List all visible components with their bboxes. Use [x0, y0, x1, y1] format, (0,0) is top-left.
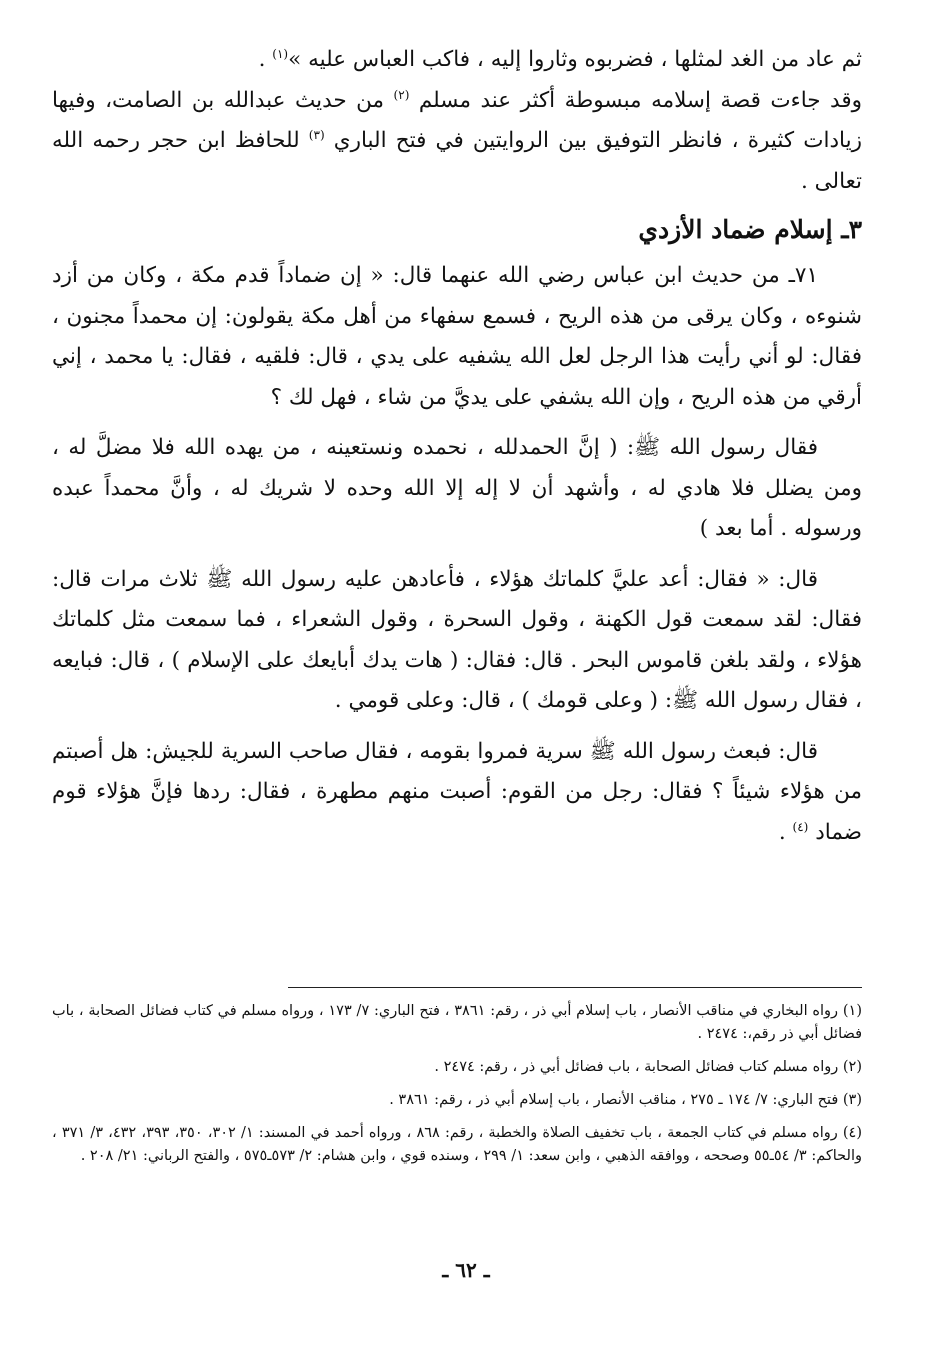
footnote-ref-4[interactable]: (٤) — [792, 819, 809, 834]
footnote-divider — [288, 987, 862, 988]
paragraph-1-text: ثم عاد من الغد لمثلها ، فضربوه وثاروا إليه ، فاكب العباس عليه » — [288, 47, 862, 72]
main-text — [52, 40, 862, 853]
paragraph-2-text-a: وقد جاءت قصة إسلامه مبسوطة أكثر عند مسلم — [418, 87, 862, 113]
footnotes — [52, 1000, 862, 1178]
paragraph-2-text-b: من حديث عبدالله بن الصامت، وفيها زيادات كثيرة ، فانظر التوفيق بين الروايتين في فتح الباري — [52, 87, 862, 153]
page-number: ـ ٦٢ ـ — [442, 1258, 490, 1282]
footnote-3: (٣) فتح الباري: ٧/ ١٧٤ ـ ٢٧٥ ، مناقب الأنصار ، باب إسلام أبي ذر ، رقم: ٣٨٦١ . — [389, 1092, 862, 1108]
paragraph-4: فقال رسول الله ﷺ: ( إنَّ الحمدلله ، نحمده ونستعينه ، من يهده الله فلا مضلَّ له ، ومن يضلل فلا هادي له ، وأشهد أن لا إله إلا الله وحده لا شريك له ، وأنَّ محمداً عبده ورسوله . أما بعد ) — [52, 435, 862, 541]
paragraph-3: ٧١ـ من حديث ابن عباس رضي الله عنهما قال: « إن ضماداً قدم مكة ، وكان من أزد شنوءه ، وكان يرقى من هذه الريح ، فسمع سفهاء من أهل مكة يقولون: إن محمداً مجنون ، فقال: لو أني رأيت هذا الرجل لعل الله يشفيه على يدي ، قال: فلقيه ، فقال: يا محمد ، إني أرقي من هذه الريح ، وإن الله يشفي على يديَّ من شاء ، فهل لك ؟ — [52, 263, 862, 410]
footnote-1: (١) رواه البخاري في مناقب الأنصار ، باب إسلام أبي ذر ، رقم: ٣٨٦١ ، فتح الباري: ٧/ ١٧٣ ، ورواه مسلم في كتاب فضائل الصحابة ، باب فضائل أبي ذر رقم،: ٢٤٧٤ . — [52, 1003, 862, 1042]
footnote-4: (٤) رواه مسلم في كتاب الجمعة ، باب تخفيف الصلاة والخطبة ، رقم: ٨٦٨ ، ورواه أحمد في المسند: ١/ ٣٠٢، ٣٥٠، ٣٩٣، ٤٣٢، ٣/ ٣٧١ ، والحاكم: ٣/ ٥٤ـ٥٥ وصححه ، ووافقه الذهبي ، وابن سعد: ١/ ٢٩٩ ، وسنده قوي ، وابن هشام: ٢/ ٥٧٣ـ٥٧٥ ، والفتح الرباني: ٢١/ ٢٠٨ . — [52, 1125, 863, 1164]
paragraph-2 — [52, 81, 862, 203]
paragraph-1: ثم عاد من الغد لمثلها ، فضربوه وثاروا إليه ، فاكب العباس عليه »$^{(١)}$ . — [258, 46, 862, 72]
footnote-ref-2[interactable]: (٢) — [393, 87, 410, 102]
paragraph-2-text-c: للحافظ ابن حجر رحمه الله تعالى . — [52, 128, 862, 194]
paragraph-5: قال: « فقال: أعد عليَّ كلماتك هؤلاء ، فأعادهن عليه رسول الله ﷺ ثلاث مرات قال: فقال: لقد سمعت قول الكهنة ، وقول السحرة ، وقول الشعراء ، فما سمعت مثل كلماتك هؤلاء ، ولقد بلغن قاموس البحر . قال: فقال: ( هات يدك أبايعك على الإسلام ) ، قال: فبايعه ، فقال رسول الله ﷺ: ( وعلى قومك ) ، قال: وعلى قومي . — [52, 566, 862, 713]
footnote-2: (٢) رواه مسلم كتاب فضائل الصحابة ، باب فضائل أبي ذر ، رقم: ٢٤٧٤ . — [434, 1059, 862, 1075]
paragraph-6-text: قال: فبعث رسول الله ﷺ سرية فمروا بقومه ، فقال صاحب السرية للجيش: هل أصبتم من هؤلاء شيئاً ؟ فقال: رجل من القوم: أصبت منهم مطهرة ، فقال: ردها فإنَّ هؤلاء قوم ضماد — [52, 738, 862, 845]
paragraph-6 — [52, 732, 862, 854]
footnote-ref-1[interactable]: (١) — [272, 46, 289, 61]
footnote-ref-3[interactable]: (٣) — [308, 127, 325, 142]
section-heading: ٣ـ إسلام ضماد الأزدي — [638, 215, 862, 244]
paragraph-6-end: . — [778, 819, 786, 845]
